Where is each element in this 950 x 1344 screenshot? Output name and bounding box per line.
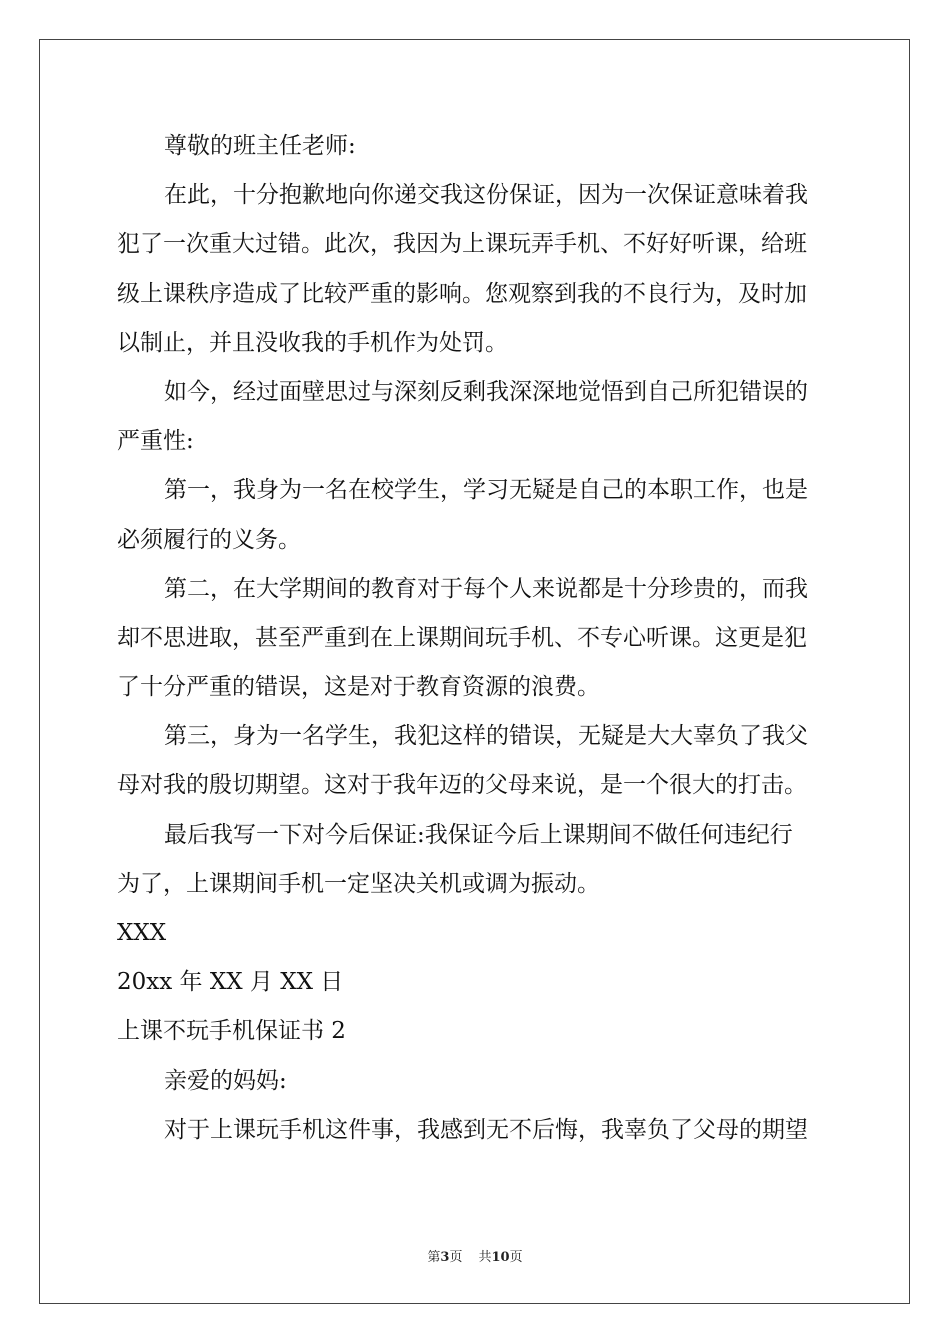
salutation: 亲爱的妈妈: bbox=[164, 1067, 287, 1094]
total-suffix: 页 bbox=[509, 1250, 523, 1265]
paragraph-line: 犯了一次重大过错。此次，我因为上课玩弄手机、不好好听课，给班 bbox=[117, 231, 807, 258]
paragraph-line: 却不思进取，甚至严重到在上课期间玩手机、不专心听课。这更是犯 bbox=[117, 624, 807, 651]
section-title: 上课不玩手机保证书 2 bbox=[117, 1018, 346, 1045]
paragraph-line: 第三，身为一名学生，我犯这样的错误，无疑是大大辜负了我父 bbox=[164, 723, 808, 750]
paragraph-line: 第一，我身为一名在校学生，学习无疑是自己的本职工作，也是 bbox=[164, 477, 808, 504]
paragraph-line: 级上课秩序造成了比较严重的影响。您观察到我的不良行为，及时加 bbox=[117, 280, 807, 307]
paragraph-line: 母对我的殷切期望。这对于我年迈的父母来说，是一个很大的打击。 bbox=[117, 772, 807, 799]
page-suffix: 页 bbox=[449, 1250, 463, 1265]
page-prefix: 第 bbox=[427, 1250, 441, 1265]
paragraph-line: 如今，经过面壁思过与深刻反剩我深深地觉悟到自己所犯错误的 bbox=[164, 378, 808, 405]
paragraph-line: 为了，上课期间手机一定坚决关机或调为振动。 bbox=[117, 870, 600, 897]
document-body bbox=[117, 122, 833, 1155]
date-line: 20xx 年 XX 月 XX 日 bbox=[117, 969, 344, 996]
total-page-number: 10 bbox=[491, 1250, 510, 1265]
paragraph-line: 在此，十分抱歉地向你递交我这份保证，因为一次保证意味着我 bbox=[164, 182, 808, 209]
signature: XXX bbox=[117, 920, 167, 946]
total-prefix: 共 bbox=[478, 1250, 492, 1265]
paragraph-line: 最后我写一下对今后保证:我保证今后上课期间不做任何违纪行 bbox=[164, 821, 793, 848]
paragraph-line: 严重性: bbox=[117, 428, 194, 455]
page-footer bbox=[0, 1246, 950, 1265]
current-page-number: 3 bbox=[440, 1250, 450, 1265]
paragraph-line: 必须履行的义务。 bbox=[117, 526, 301, 553]
paragraph-line: 以制止，并且没收我的手机作为处罚。 bbox=[117, 329, 508, 356]
salutation: 尊敬的班主任老师: bbox=[164, 133, 356, 159]
paragraph-line: 了十分严重的错误，这是对于教育资源的浪费。 bbox=[117, 674, 600, 701]
paragraph-line: 对于上课玩手机这件事，我感到无不后悔，我辜负了父母的期望 bbox=[164, 1116, 808, 1143]
paragraph-line: 第二，在大学期间的教育对于每个人来说都是十分珍贵的，而我 bbox=[164, 575, 808, 602]
